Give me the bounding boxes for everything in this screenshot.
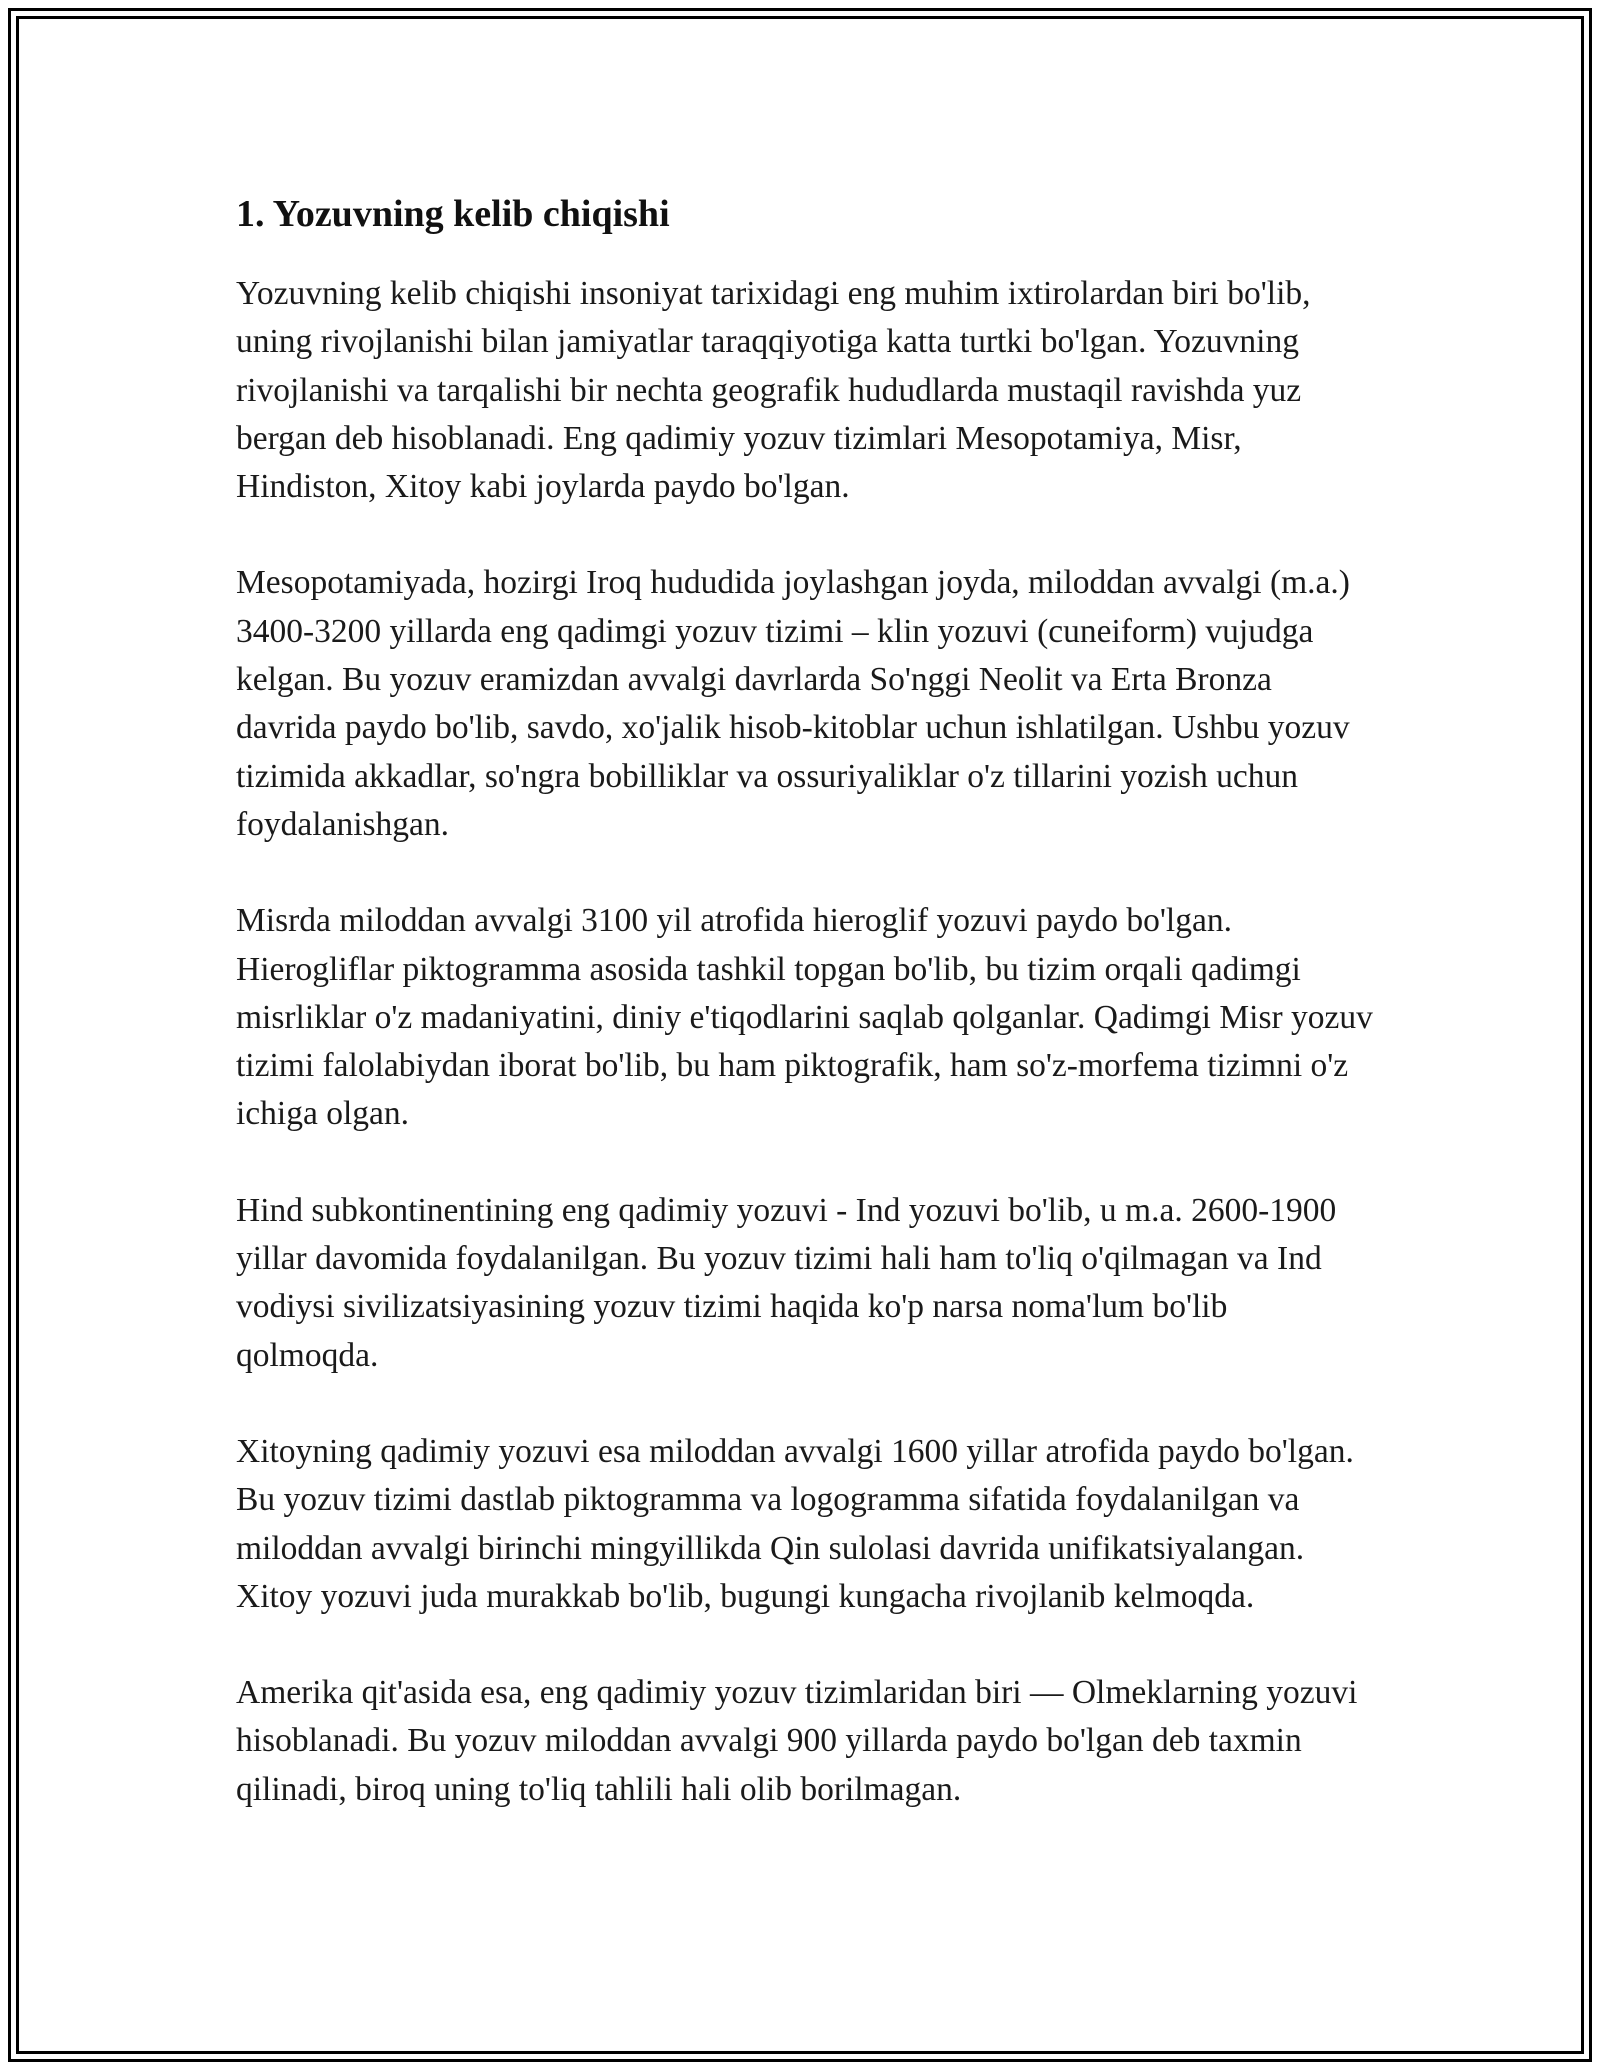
paragraph-intro: Yozuvning kelib chiqishi insoniyat tarixidagi eng muhim ixtirolardan biri bo'lib, uning rivojlanishi bilan jamiyatlar taraqqiyotiga katta turtki bo'lgan. Yozuvning rivojlanishi va tarqalishi bir nechta geografik hududlarda mustaqil ravishda yuz bergan deb hisoblanadi. Eng qadimiy yozuv tizimlari Mesopotamiya, Misr, Hindiston, Xitoy kabi joylarda paydo bo'lgan. (236, 275, 1311, 506)
section-heading: 1. Yozuvning kelib chiqishi (236, 193, 670, 235)
paragraph-egypt: Misrda miloddan avvalgi 3100 yil atrofida hieroglif yozuvi paydo bo'lgan. Hierogliflar piktogramma asosida tashkil topgan bo'lib, bu tizim orqali qadimgi misrliklar o'z madaniyatini, diniy e'tiqodlarini saqlab qolganlar. Qadimgi Misr yozuv tizimi falolabiydan iborat bo'lib, bu ham piktografik, ham so'z-morfema tizimni o'z ichiga olgan. (236, 902, 1373, 1133)
document-body (236, 186, 1376, 1862)
paragraph-americas: Amerika qit'asida esa, eng qadimiy yozuv tizimlaridan biri — Olmeklarning yozuvi hisoblanadi. Bu yozuv miloddan avvalgi 900 yillarda paydo bo'lgan deb taxmin qilinadi, biroq uning to'liq tahlili hali olib borilmagan. (236, 1674, 1358, 1808)
paragraph-mesopotamia: Mesopotamiyada, hozirgi Iroq hududida joylashgan joyda, miloddan avvalgi (m.a.) 3400-3200 yillarda eng qadimgi yozuv tizimi – klin yozuvi (cuneiform) vujudga kelgan. Bu yozuv eramizdan avvalgi davrlarda So'nggi Neolit va Erta Bronza davrida paydo bo'lib, savdo, xo'jalik hisob-kitoblar uchun ishlatilgan. Ushbu yozuv tizimida akkadlar, so'ngra bobilliklar va ossuriyaliklar o'z tillarini yozish uchun foydalanishgan. (236, 564, 1350, 843)
paragraph-china: Xitoyning qadimiy yozuvi esa miloddan avvalgi 1600 yillar atrofida paydo bo'lgan. Bu yozuv tizimi dastlab piktogramma va logogramma sifatida foydalanilgan va miloddan avvalgi birinchi mingyillikda Qin sulolasi davrida unifikatsiyalangan. Xitoy yozuvi juda murakkab bo'lib, bugungi kungacha rivojlanib kelmoqda. (236, 1432, 1354, 1615)
paragraph-indus: Hind subkontinentining eng qadimiy yozuvi - Ind yozuvi bo'lib, u m.a. 2600-1900 yillar davomida foydalanilgan. Bu yozuv tizimi hali ham to'liq o'qilmagan va Ind vodiysi sivilizatsiyasining yozuv tizimi haqida ko'p narsa noma'lum bo'lib qolmoqda. (236, 1191, 1337, 1374)
